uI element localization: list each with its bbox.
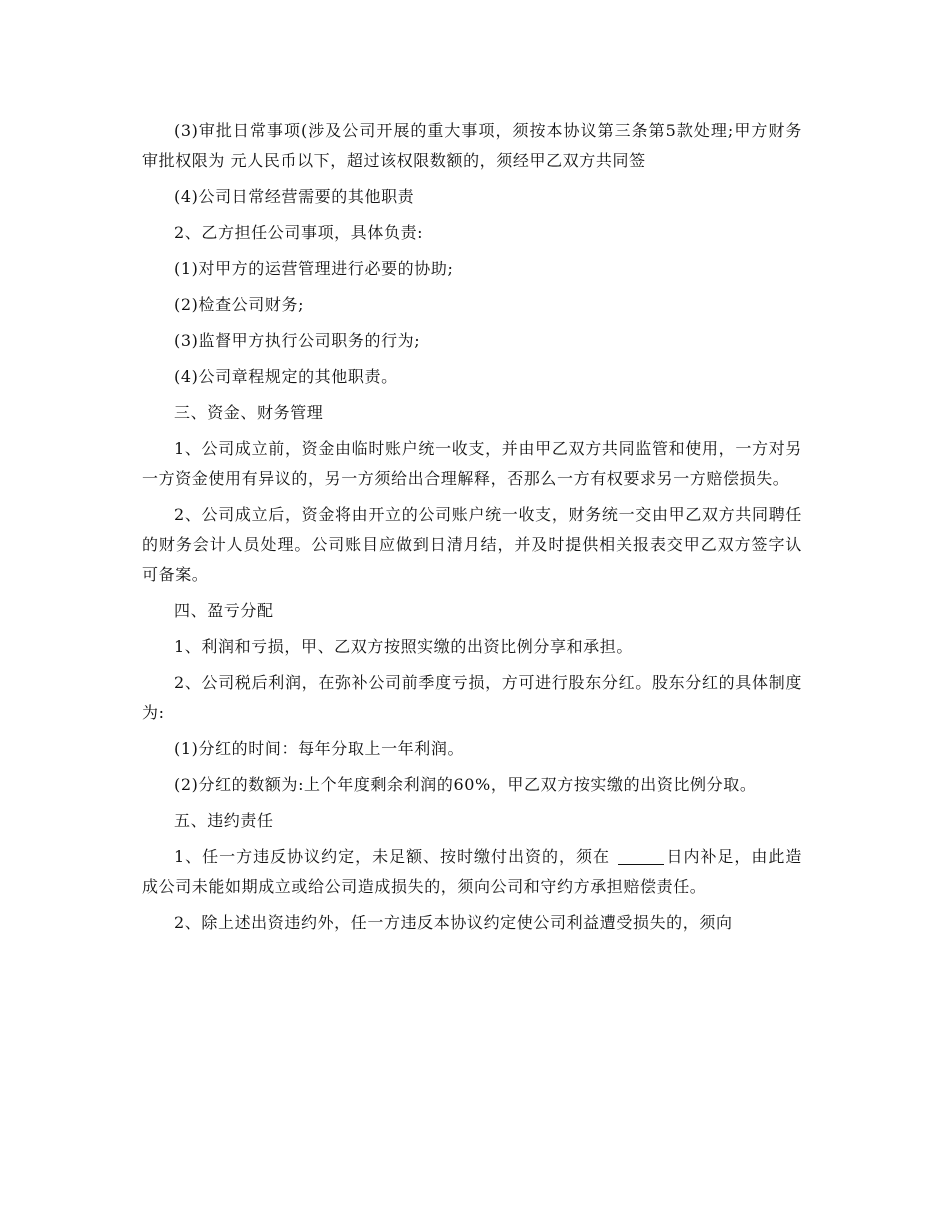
section-heading-profit-loss: 四、盈亏分配	[174, 601, 274, 620]
paragraph-approval-matters: (3)审批日常事项(涉及公司开展的重大事项，须按本协议第三条第5款处理;甲方财务审批权限为 元人民币以下，超过该权限数额的，须经甲乙双方共同签	[142, 121, 802, 170]
paragraph-profit-sharing: 1、利润和亏损，甲、乙双方按照实缴的出资比例分享和承担。	[174, 637, 633, 656]
section-heading-liability: 五、违约责任	[174, 811, 274, 830]
breach-text-after-blank: 日内补足，由此造成公司未能如期成立或给公司造成损失的，须向公司和守约方承担赔偿责任。	[142, 847, 802, 896]
paragraph-dividend-policy: 2、公司税后利润，在弥补公司前季度亏损，方可进行股东分红。股东分红的具体制度为:	[142, 673, 802, 722]
paragraph-check-finances: (2)检查公司财务;	[174, 295, 305, 314]
paragraph-dividend-time: (1)分红的时间：每年分取上一年利润。	[174, 739, 465, 758]
breach-text-before-blank: 1、任一方违反协议约定，未足额、按时缴付出资的，须在	[174, 847, 617, 866]
paragraph-dividend-amount: (2)分红的数额为:上个年度剩余利润的60%，甲乙双方按实缴的出资比例分取。	[174, 775, 757, 794]
paragraph-supervise-party-a: (3)监督甲方执行公司职务的行为;	[174, 331, 421, 350]
paragraph-party-b-responsibilities: 2、乙方担任公司事项，具体负责:	[174, 223, 424, 242]
paragraph-pre-establishment-funds: 1、公司成立前，资金由临时账户统一收支，并由甲乙双方共同监管和使用，一方对另一方资金使用有异议的，另一方须给出合理解释，否那么一方有权要求另一方赔偿损失。	[142, 439, 802, 488]
section-heading-finance-management: 三、资金、财务管理	[174, 403, 324, 422]
paragraph-other-breach: 2、除上述出资违约外，任一方违反本协议约定使公司利益遭受损失的，须向	[174, 913, 733, 932]
document-body	[142, 116, 802, 944]
paragraph-capital-breach	[142, 842, 802, 902]
days-blank-line	[618, 846, 664, 865]
paragraph-post-establishment-funds: 2、公司成立后，资金将由开立的公司账户统一收支，财务统一交由甲乙双方共同聘任的财务会计人员处理。公司账目应做到日清月结，并及时提供相关报表交甲乙双方签字认可备案。	[142, 505, 802, 584]
paragraph-assist-operations: (1)对甲方的运营管理进行必要的协助;	[174, 259, 454, 278]
paragraph-charter-duties: (4)公司章程规定的其他职责。	[174, 367, 398, 386]
paragraph-other-duties: (4)公司日常经营需要的其他职责	[174, 187, 415, 206]
